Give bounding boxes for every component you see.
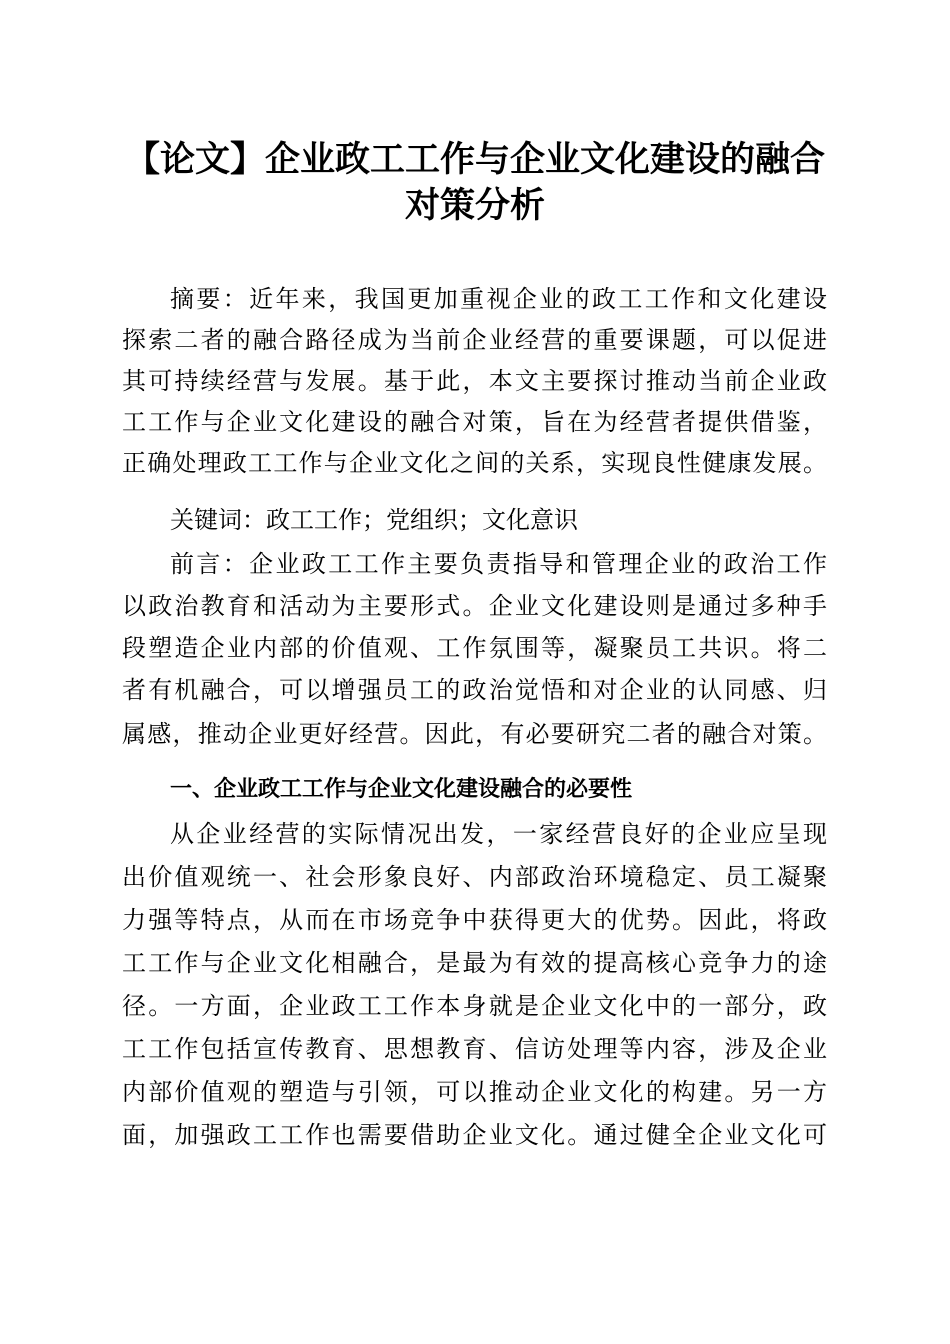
keywords-line: 关键词：政工工作；党组织；文化意识 [170,506,578,534]
abstract-line: 正确处理政工工作与企业文化之间的关系，实现良性健康发展。 [122,449,827,477]
preface-line: 属感，推动企业更好经营。因此，有必要研究二者的融合对策。 [122,720,827,748]
document-title-line-2: 对策分析 [404,186,545,226]
preface-line: 以政治教育和活动为主要形式。企业文化建设则是通过多种手 [122,592,827,620]
preface-line: 者有机融合，可以增强员工的政治觉悟和对企业的认同感、归 [122,676,827,704]
abstract-line: 工工作与企业文化建设的融合对策，旨在为经营者提供借鉴， [122,408,827,436]
section-body-line: 工工作与企业文化相融合，是最为有效的提高核心竞争力的途 [122,949,827,977]
section-body-line: 径。一方面，企业政工工作本身就是企业文化中的一部分，政 [122,992,827,1020]
section-body-line: 内部价值观的塑造与引领，可以推动企业文化的构建。另一方 [122,1078,827,1106]
section-heading: 一、企业政工工作与企业文化建设融合的必要性 [170,777,633,802]
section-body-line: 工工作包括宣传教育、思想教育、信访处理等内容，涉及企业 [122,1035,827,1063]
document-title-line-1: 【论文】企业政工工作与企业文化建设的融合 [124,140,825,180]
preface-line: 段塑造企业内部的价值观、工作氛围等，凝聚员工共识。将二 [122,634,827,662]
section-body-line: 出价值观统一、社会形象良好、内部政治环境稳定、员工凝聚 [122,863,827,891]
abstract-line: 摘要：近年来，我国更加重视企业的政工工作和文化建设 [170,285,827,313]
abstract-line: 其可持续经营与发展。基于此，本文主要探讨推动当前企业政 [122,367,827,395]
abstract-line: 探索二者的融合路径成为当前企业经营的重要课题，可以促进 [122,326,827,354]
section-body-line: 力强等特点，从而在市场竞争中获得更大的优势。因此，将政 [122,906,827,934]
preface-line: 前言：企业政工工作主要负责指导和管理企业的政治工作 [170,550,827,578]
section-body-line: 从企业经营的实际情况出发，一家经营良好的企业应呈现 [170,820,827,848]
section-body-line: 面，加强政工工作也需要借助企业文化。通过健全企业文化可 [122,1121,827,1149]
